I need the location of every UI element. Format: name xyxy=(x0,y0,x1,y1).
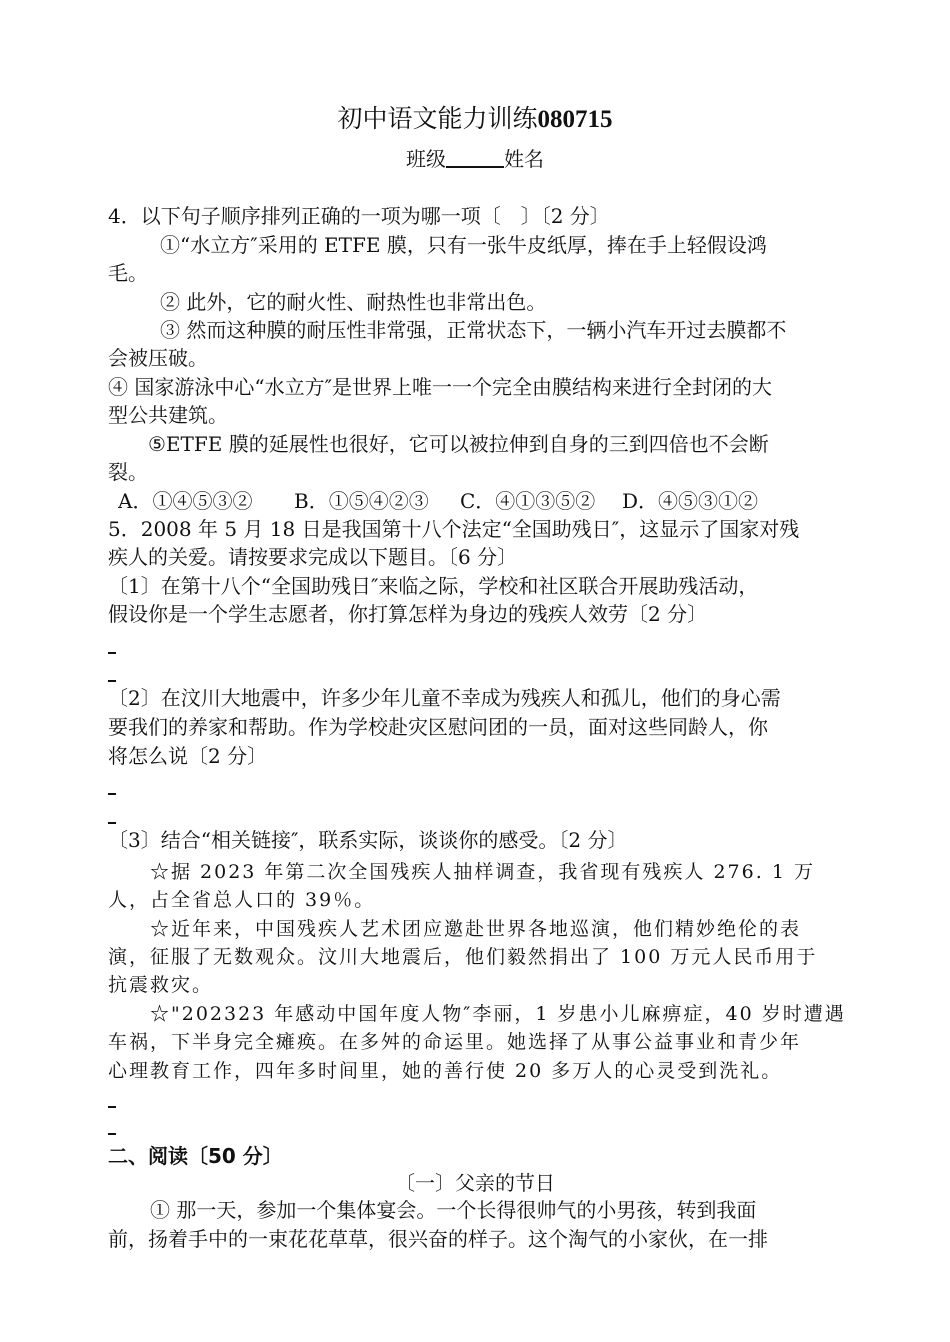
link-item-3-cont: 心理教育工作，四年多时间里，她的善行使 20 多万人的心灵受到洗礼。 xyxy=(108,1060,783,1082)
q4-sentence-3-cont: 会被压破。 xyxy=(108,346,208,370)
link-item-3: ☆"202323 年感动中国年度人物″李丽，1 岁患小儿麻痹症，40 岁时遭遇 xyxy=(150,1003,846,1025)
link-item-2-cont: 演，征服了无数观众。汶川大地震后，他们毅然捐出了 100 万元人民币用于 xyxy=(108,946,818,968)
answer-line[interactable] xyxy=(108,822,116,824)
q4-stem: 4．以下句子顺序排列正确的一项为哪一项〔 〕〔2 分〕 xyxy=(108,204,610,228)
q5-part-1: 〔1〕在第十八个“全国助残日″来临之际，学校和社区联合开展助残活动， xyxy=(108,574,759,598)
q4-sentence-3: ③ 然而这种膜的耐压性非常强，正常状态下，一辆小汽车开过去膜都不 xyxy=(160,318,787,342)
choice-a[interactable]: A．①④⑤③② xyxy=(118,489,253,513)
q4-sentence-5: ⑤ETFE 膜的延展性也很好，它可以被拉伸到自身的三到四倍也不会断 xyxy=(148,432,769,456)
passage-paragraph: ① 那一天，参加一个集体宴会。一个长得很帅气的小男孩，转到我面 xyxy=(150,1198,757,1222)
q5-part-2-cont: 要我们的养家和帮助。作为学校赴灾区慰问团的一员，面对这些同龄人，你 xyxy=(108,715,768,739)
passage-paragraph-cont: 前，扬着手中的一束花花草草，很兴奋的样子。这个淘气的小家伙，在一排 xyxy=(108,1227,768,1251)
q5-stem: 5．2008 年 5 月 18 日是我国第十八个法定“全国助残日″，这显示了国家对残 xyxy=(108,517,800,541)
passage-title: 〔一〕父亲的节日 xyxy=(395,1171,555,1195)
section-heading: 二、阅读〔50 分〕 xyxy=(108,1144,283,1168)
link-item-2: ☆近年来，中国残疾人艺术团应邀赴世界各地巡演，他们精妙绝伦的表 xyxy=(150,918,802,940)
q5-part-1-cont: 假设你是一个学生志愿者，你打算怎样为身边的残疾人效劳〔2 分〕 xyxy=(108,602,708,626)
answer-line[interactable] xyxy=(108,1133,116,1135)
q5-part-3: 〔3〕结合“相关链接″，联系实际，谈谈你的感受。〔2 分〕 xyxy=(108,828,628,852)
q5-part-2-cont: 将怎么说〔2 分〕 xyxy=(108,744,268,768)
q5-stem-cont: 疾人的关爱。请按要求完成以下题目。〔6 分〕 xyxy=(108,545,518,569)
link-item-1-cont: 人，占全省总人口的 39％。 xyxy=(108,889,376,911)
choice-d[interactable]: D．④⑤③①② xyxy=(622,489,759,513)
q4-sentence-4-cont: 型公共建筑。 xyxy=(108,403,228,427)
choice-c[interactable]: C．④①③⑤② xyxy=(460,489,596,513)
answer-line[interactable] xyxy=(108,1106,116,1108)
q4-sentence-5-cont: 裂。 xyxy=(108,460,148,484)
class-name-line: 班级 姓名 xyxy=(406,147,544,171)
answer-line[interactable] xyxy=(108,793,116,795)
q4-sentence-1-cont: 毛。 xyxy=(108,261,148,285)
q4-sentence-1: ①“水立方″采用的 ETFE 膜，只有一张牛皮纸厚，捧在手上轻假设鸿 xyxy=(160,233,767,257)
link-item-3-cont: 车祸，下半身完全瘫痪。在多舛的命运里。她选择了从事公益事业和青少年 xyxy=(108,1031,802,1053)
link-item-1: ☆据 2023 年第二次全国残疾人抽样调查，我省现有残疾人 276. 1 万 xyxy=(150,861,815,883)
q5-part-2: 〔2〕在汶川大地震中，许多少年儿童不幸成为残疾人和孤儿，他们的身心需 xyxy=(108,686,781,710)
page-title: 初中语文能力训练080715 xyxy=(337,104,613,133)
answer-line[interactable] xyxy=(108,652,116,654)
link-item-2-cont: 抗震救灾。 xyxy=(108,974,214,996)
q4-sentence-4: ④ 国家游泳中心“水立方″是世界上唯一一个完全由膜结构来进行全封闭的大 xyxy=(108,375,773,399)
class-blank[interactable] xyxy=(446,148,504,168)
choice-b[interactable]: B．①⑤④②③ xyxy=(294,489,429,513)
answer-line[interactable] xyxy=(108,680,116,682)
q4-sentence-2: ② 此外，它的耐火性、耐热性也非常出色。 xyxy=(160,290,547,314)
q4-choices xyxy=(118,487,858,515)
